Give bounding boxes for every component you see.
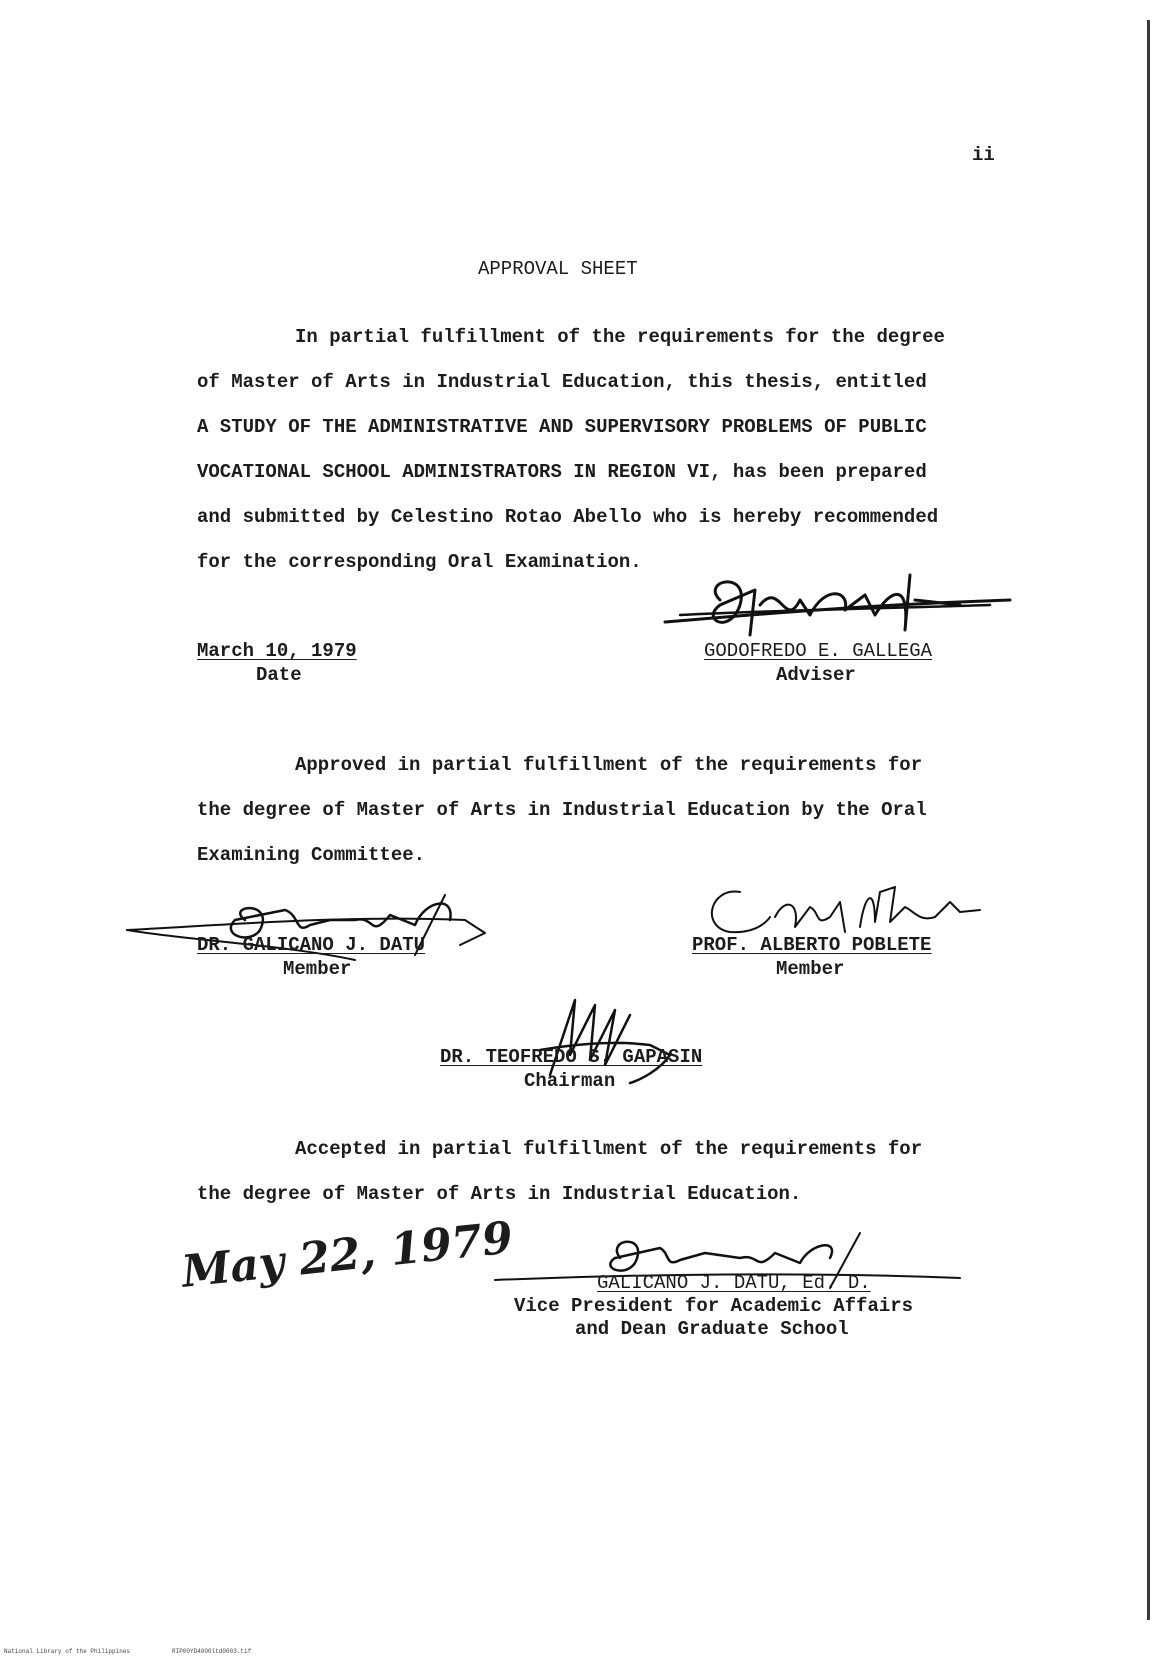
dean-role-line-2: and Dean Graduate School (575, 1318, 849, 1340)
approval-line-2: the degree of Master of Arts in Industrial Education by the Oral (197, 799, 927, 821)
recommendation-date: March 10, 1979 (197, 640, 357, 662)
member2-role: Member (776, 958, 845, 980)
acceptance-line-1: Accepted in partial fulfillment of the requirements for (295, 1138, 923, 1160)
page-number: ii (972, 144, 995, 166)
acceptance-line-2: the degree of Master of Arts in Industrial Education. (197, 1183, 802, 1205)
page-title: APPROVAL SHEET (478, 258, 638, 280)
chairman-role: Chairman (524, 1070, 616, 1092)
recommendation-line-3: A STUDY OF THE ADMINISTRATIVE AND SUPERVISORY PROBLEMS OF PUBLIC (197, 416, 927, 438)
dean-name: GALICANO J. DATU, Ed. D. (597, 1272, 871, 1294)
approval-line-3: Examining Committee. (197, 844, 426, 866)
footer-file: RIP00YD4000ltd0003.tif (172, 1648, 252, 1655)
chairman-name: DR. TEOFREDO S. GAPASIN (440, 1046, 703, 1068)
recommendation-line-4: VOCATIONAL SCHOOL ADMINISTRATORS IN REGION VI, has been prepared (197, 461, 927, 483)
scan-edge-line (1147, 20, 1150, 1620)
adviser-role: Adviser (776, 664, 856, 686)
recommendation-line-5: and submitted by Celestino Rotao Abello who is hereby recommended (197, 506, 939, 528)
footer-library: National Library of the Philippines (4, 1648, 131, 1655)
recommendation-line-2: of Master of Arts in Industrial Education, this thesis, entitled (197, 371, 927, 393)
member2-name: PROF. ALBERTO POBLETE (692, 934, 932, 956)
approval-line-1: Approved in partial fulfillment of the requirements for (295, 754, 923, 776)
handwritten-date: May 22, 1979 (179, 1212, 516, 1298)
member1-name: DR. GALICANO J. DATU (197, 934, 426, 956)
date-label: Date (256, 664, 302, 686)
recommendation-line-1: In partial fulfillment of the requirements for the degree (295, 326, 945, 348)
dean-role-line-1: Vice President for Academic Affairs (514, 1295, 914, 1317)
member1-role: Member (283, 958, 352, 980)
recommendation-line-6: for the corresponding Oral Examination. (197, 551, 642, 573)
adviser-name: GODOFREDO E. GALLEGA (704, 640, 933, 662)
